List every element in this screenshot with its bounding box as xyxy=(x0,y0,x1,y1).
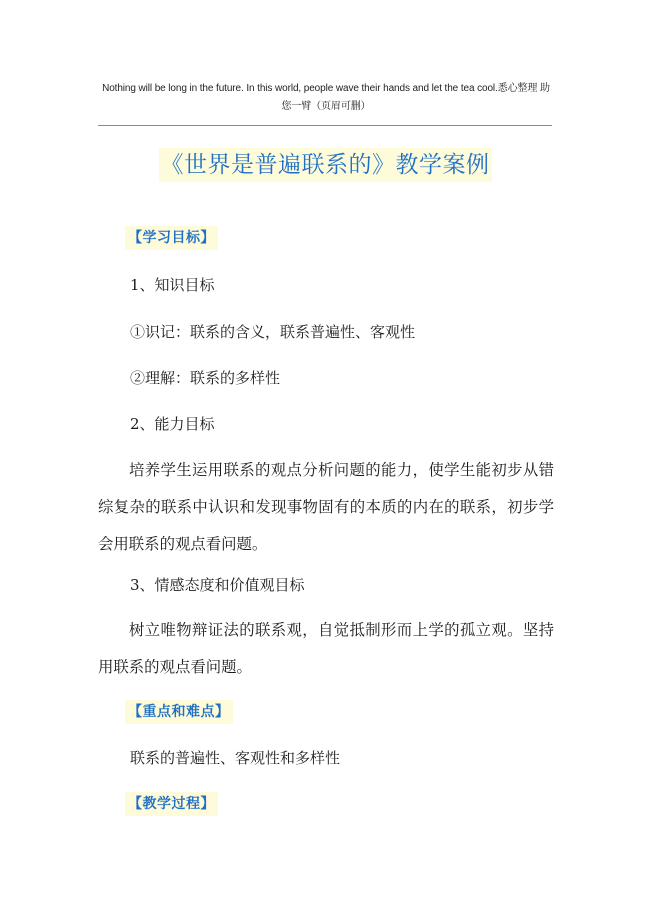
knowledge-item-recall: ①识记：联系的含义，联系普遍性、客观性 xyxy=(130,323,416,341)
title-container xyxy=(0,148,650,182)
emotion-paragraph: 树立唯物辩证法的联系观，自觉抵制形而上学的孤立观。坚持用联系的观点看问题。 xyxy=(98,621,554,676)
document-title: 《世界是普遍联系的》教学案例 xyxy=(159,148,492,182)
ability-paragraph: 培养学生运用联系的观点分析问题的能力，使学生能初步从错综复杂的联系中认识和发现事物固有的本质的内在的联系，初步学会用联系的观点看问题。 xyxy=(98,461,554,553)
section-tag-process: 【教学过程】 xyxy=(125,792,218,816)
emotion-heading: 3、情感态度和价值观目标 xyxy=(130,576,305,594)
page-header-note: Nothing will be long in the future. In this world, people wave their hands and let the tea cool.悉心整理 助您一臂（页眉可删） xyxy=(102,83,550,112)
section-tag-key-points: 【重点和难点】 xyxy=(125,700,233,724)
ability-heading: 2、能力目标 xyxy=(130,415,215,433)
key-points-text: 联系的普遍性、客观性和多样性 xyxy=(130,749,341,767)
header-divider xyxy=(98,125,552,126)
section-tag-objectives: 【学习目标】 xyxy=(125,226,218,250)
knowledge-heading: 1、知识目标 xyxy=(130,276,215,294)
knowledge-item-understand: ②理解：联系的多样性 xyxy=(130,369,281,387)
